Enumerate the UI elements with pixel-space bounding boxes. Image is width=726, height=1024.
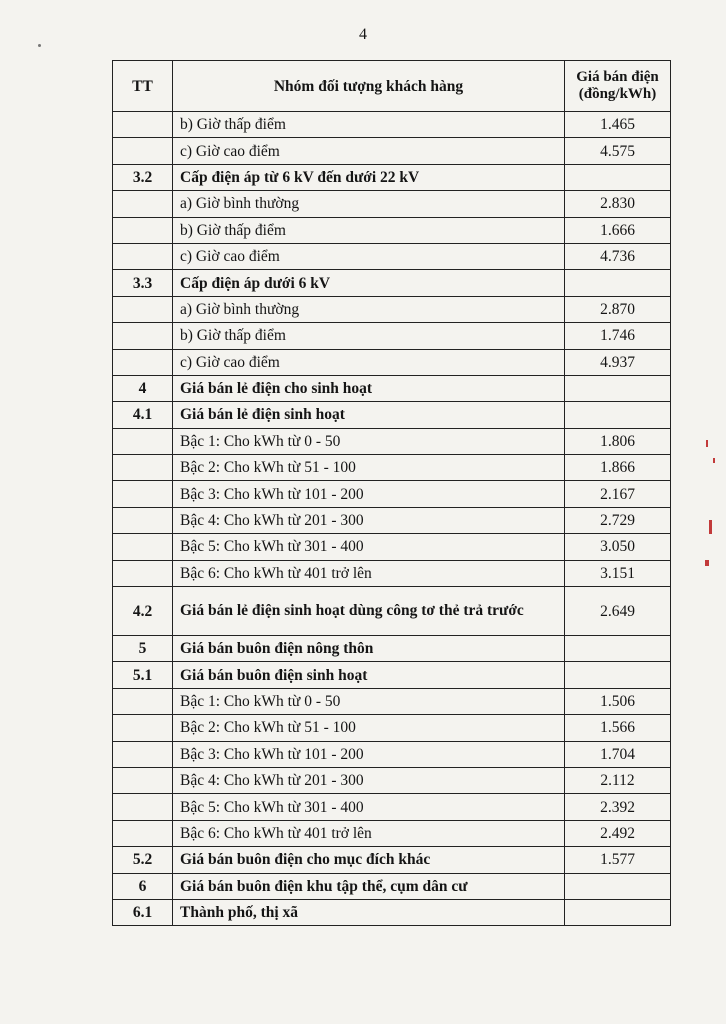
margin-mark bbox=[706, 440, 708, 447]
table-row bbox=[113, 112, 671, 138]
table-row bbox=[113, 455, 671, 481]
table-row bbox=[113, 323, 671, 349]
row-customer-group: Bậc 1: Cho kWh từ 0 - 50 bbox=[173, 688, 565, 714]
row-price: 2.649 bbox=[565, 587, 671, 636]
row-customer-group: Bậc 4: Cho kWh từ 201 - 300 bbox=[173, 507, 565, 533]
row-tt bbox=[113, 217, 173, 243]
row-customer-group: Bậc 2: Cho kWh từ 51 - 100 bbox=[173, 455, 565, 481]
row-price: 2.729 bbox=[565, 507, 671, 533]
header-customer-group: Nhóm đối tượng khách hàng bbox=[173, 61, 565, 112]
row-customer-group: Bậc 3: Cho kWh từ 101 - 200 bbox=[173, 741, 565, 767]
row-customer-group: Thành phố, thị xã bbox=[173, 899, 565, 925]
row-price: 2.870 bbox=[565, 296, 671, 322]
row-customer-group: Giá bán buôn điện nông thôn bbox=[173, 636, 565, 662]
row-price: 1.465 bbox=[565, 112, 671, 138]
row-customer-group: b) Giờ thấp điểm bbox=[173, 217, 565, 243]
row-price bbox=[565, 270, 671, 296]
row-customer-group: c) Giờ cao điểm bbox=[173, 138, 565, 164]
row-tt: 4.2 bbox=[113, 587, 173, 636]
row-customer-group: Giá bán lẻ điện sinh hoạt dùng công tơ thẻ trả trước bbox=[173, 587, 565, 636]
table-row bbox=[113, 402, 671, 428]
table-header-row bbox=[113, 61, 671, 112]
row-price bbox=[565, 402, 671, 428]
row-customer-group: Bậc 3: Cho kWh từ 101 - 200 bbox=[173, 481, 565, 507]
row-customer-group: Bậc 6: Cho kWh từ 401 trở lên bbox=[173, 560, 565, 586]
row-tt: 4 bbox=[113, 375, 173, 401]
table-row bbox=[113, 138, 671, 164]
table-row bbox=[113, 847, 671, 873]
row-customer-group: Giá bán buôn điện khu tập thể, cụm dân cư bbox=[173, 873, 565, 899]
table-row bbox=[113, 349, 671, 375]
table-row bbox=[113, 715, 671, 741]
row-price bbox=[565, 164, 671, 190]
table-row bbox=[113, 767, 671, 793]
margin-mark bbox=[709, 520, 712, 534]
table-row bbox=[113, 270, 671, 296]
table-row bbox=[113, 662, 671, 688]
row-tt bbox=[113, 767, 173, 793]
row-tt bbox=[113, 191, 173, 217]
header-price-line2: (đồng/kWh) bbox=[578, 86, 657, 102]
row-customer-group: Bậc 5: Cho kWh từ 301 - 400 bbox=[173, 534, 565, 560]
row-customer-group: Bậc 1: Cho kWh từ 0 - 50 bbox=[173, 428, 565, 454]
scan-speck bbox=[38, 44, 41, 47]
row-tt: 4.1 bbox=[113, 402, 173, 428]
row-customer-group: Giá bán lẻ điện cho sinh hoạt bbox=[173, 375, 565, 401]
row-tt bbox=[113, 138, 173, 164]
table-row bbox=[113, 296, 671, 322]
row-customer-group: Bậc 6: Cho kWh từ 401 trở lên bbox=[173, 820, 565, 846]
row-price: 1.566 bbox=[565, 715, 671, 741]
row-price: 2.830 bbox=[565, 191, 671, 217]
row-price: 1.704 bbox=[565, 741, 671, 767]
table-row bbox=[113, 243, 671, 269]
row-tt bbox=[113, 534, 173, 560]
row-customer-group: b) Giờ thấp điểm bbox=[173, 112, 565, 138]
row-tt: 5.1 bbox=[113, 662, 173, 688]
electricity-price-table bbox=[112, 60, 671, 926]
table-row bbox=[113, 899, 671, 925]
row-customer-group: a) Giờ bình thường bbox=[173, 296, 565, 322]
row-tt: 3.3 bbox=[113, 270, 173, 296]
row-tt bbox=[113, 688, 173, 714]
table-row bbox=[113, 820, 671, 846]
row-price: 2.392 bbox=[565, 794, 671, 820]
row-tt bbox=[113, 794, 173, 820]
row-price: 1.746 bbox=[565, 323, 671, 349]
table-row bbox=[113, 191, 671, 217]
page-number: 4 bbox=[359, 26, 367, 43]
row-price: 1.806 bbox=[565, 428, 671, 454]
row-price: 1.866 bbox=[565, 455, 671, 481]
row-customer-group: Bậc 4: Cho kWh từ 201 - 300 bbox=[173, 767, 565, 793]
row-customer-group: Cấp điện áp dưới 6 kV bbox=[173, 270, 565, 296]
row-price: 3.151 bbox=[565, 560, 671, 586]
row-tt: 6.1 bbox=[113, 899, 173, 925]
table-row bbox=[113, 741, 671, 767]
row-price: 2.492 bbox=[565, 820, 671, 846]
row-tt bbox=[113, 741, 173, 767]
row-customer-group: a) Giờ bình thường bbox=[173, 191, 565, 217]
row-tt bbox=[113, 820, 173, 846]
margin-mark bbox=[713, 458, 715, 463]
row-price: 2.112 bbox=[565, 767, 671, 793]
row-customer-group: Giá bán buôn điện sinh hoạt bbox=[173, 662, 565, 688]
row-customer-group: Bậc 5: Cho kWh từ 301 - 400 bbox=[173, 794, 565, 820]
row-customer-group: Giá bán buôn điện cho mục đích khác bbox=[173, 847, 565, 873]
row-price: 4.937 bbox=[565, 349, 671, 375]
row-customer-group: Giá bán lẻ điện sinh hoạt bbox=[173, 402, 565, 428]
header-price bbox=[565, 61, 671, 112]
row-customer-group: b) Giờ thấp điểm bbox=[173, 323, 565, 349]
row-tt bbox=[113, 560, 173, 586]
row-customer-group: c) Giờ cao điểm bbox=[173, 349, 565, 375]
row-tt bbox=[113, 243, 173, 269]
row-price: 1.577 bbox=[565, 847, 671, 873]
row-tt: 5.2 bbox=[113, 847, 173, 873]
row-tt bbox=[113, 455, 173, 481]
row-price bbox=[565, 873, 671, 899]
row-tt bbox=[113, 715, 173, 741]
row-tt bbox=[113, 296, 173, 322]
row-tt: 3.2 bbox=[113, 164, 173, 190]
row-customer-group: Bậc 2: Cho kWh từ 51 - 100 bbox=[173, 715, 565, 741]
table-row bbox=[113, 688, 671, 714]
row-tt bbox=[113, 507, 173, 533]
table-row bbox=[113, 587, 671, 636]
table-body bbox=[113, 112, 671, 926]
row-tt bbox=[113, 112, 173, 138]
table-row bbox=[113, 217, 671, 243]
row-price: 4.736 bbox=[565, 243, 671, 269]
table-row bbox=[113, 164, 671, 190]
row-price: 2.167 bbox=[565, 481, 671, 507]
row-tt: 6 bbox=[113, 873, 173, 899]
row-price bbox=[565, 662, 671, 688]
row-tt bbox=[113, 349, 173, 375]
row-tt bbox=[113, 323, 173, 349]
row-price bbox=[565, 375, 671, 401]
row-price: 3.050 bbox=[565, 534, 671, 560]
table-row bbox=[113, 481, 671, 507]
row-price bbox=[565, 899, 671, 925]
row-price: 1.666 bbox=[565, 217, 671, 243]
header-tt: TT bbox=[113, 61, 173, 112]
header-price-line1: Giá bán điện bbox=[576, 69, 659, 85]
row-tt: 5 bbox=[113, 636, 173, 662]
row-customer-group: c) Giờ cao điểm bbox=[173, 243, 565, 269]
table-row bbox=[113, 560, 671, 586]
table-row bbox=[113, 375, 671, 401]
table-row bbox=[113, 636, 671, 662]
table-row bbox=[113, 794, 671, 820]
row-tt bbox=[113, 481, 173, 507]
table-row bbox=[113, 873, 671, 899]
row-customer-group: Cấp điện áp từ 6 kV đến dưới 22 kV bbox=[173, 164, 565, 190]
row-price: 1.506 bbox=[565, 688, 671, 714]
row-price bbox=[565, 636, 671, 662]
row-tt bbox=[113, 428, 173, 454]
margin-mark bbox=[705, 560, 709, 566]
row-price: 4.575 bbox=[565, 138, 671, 164]
table-row bbox=[113, 428, 671, 454]
table-row bbox=[113, 534, 671, 560]
table-row bbox=[113, 507, 671, 533]
